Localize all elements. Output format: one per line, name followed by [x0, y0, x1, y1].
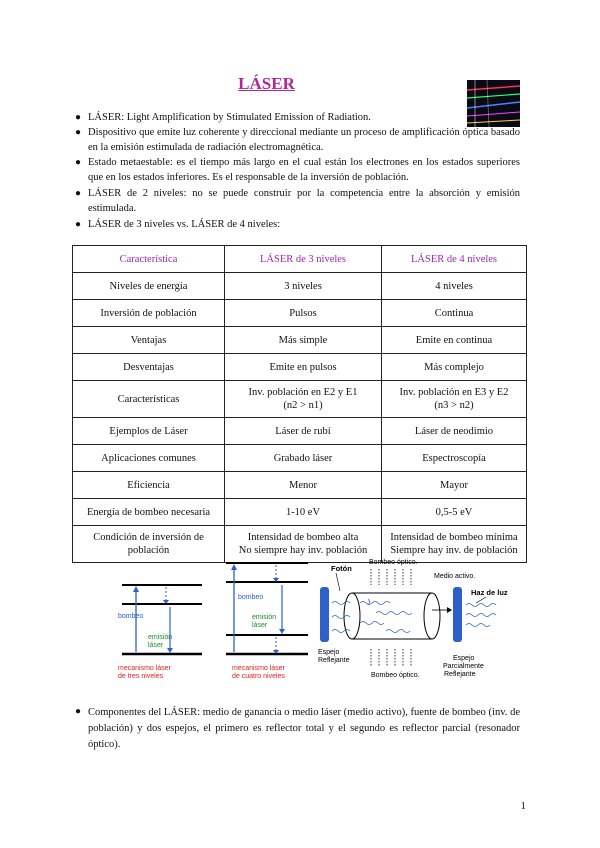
table-row [73, 273, 527, 300]
diagram-caption: mecanismo láser de cuatro niveles [232, 665, 285, 680]
right-mirror-label: Espejo Parcialmente Reflejante [443, 655, 484, 678]
active-medium-cylinder [352, 593, 432, 639]
table-row [73, 499, 527, 526]
pump-arrows-top [371, 569, 411, 585]
photon-label: Fotón [331, 564, 352, 573]
three-level-diagram [112, 560, 212, 695]
table-cell: Desventajas [73, 354, 225, 381]
pump-label: bombeo [118, 613, 144, 620]
bullet-dot-icon: ● [75, 112, 82, 123]
table-row [73, 327, 527, 354]
resonator-diagram [316, 555, 521, 695]
table-row [73, 472, 527, 499]
table-cell: Menor [225, 472, 382, 499]
table-cell: Características [73, 381, 225, 418]
four-level-diagram [218, 553, 318, 690]
page-number: 1 [520, 800, 526, 812]
table-cell: Ventajas [73, 327, 225, 354]
table-cell: Láser de neodimio [382, 418, 527, 445]
table-cell: 3 niveles [225, 273, 382, 300]
bullet-2: ● Dispositivo que emite luz coherente y direccional mediante un proceso de amplificación óptica basado en la emisión estimulada de radiación electromagnética. [75, 127, 520, 153]
table-header-cell: Característica [73, 246, 225, 273]
table-cell: 4 niveles [382, 273, 527, 300]
table-cell: Continua [382, 300, 527, 327]
bullet-dot-icon: ● [75, 157, 82, 168]
bullet-5: ● LÁSER de 3 niveles vs. LÁSER de 4 niveles: [88, 218, 520, 233]
table-cell: Más complejo [382, 354, 527, 381]
table-cell: Inv. población en E3 y E2 (n3 > n2) [382, 381, 527, 418]
bullet-dot-icon: ● [75, 219, 82, 230]
table-row [73, 354, 527, 381]
table-cell: Espectroscopía [382, 445, 527, 472]
pump-top-label: Bombeo óptico. [369, 559, 418, 566]
pump-arrows-bottom [371, 649, 411, 667]
active-medium-label: Medio activo. [434, 573, 476, 580]
table-cell: Emite en pulsos [225, 354, 382, 381]
table-cell: Pulsos [225, 300, 382, 327]
table-cell: Intensidad de bombeo alta No siempre hay inv. población [225, 526, 382, 563]
comparison-table [72, 245, 527, 563]
table-row [73, 418, 527, 445]
bullet-3: ● Estado metaestable: es el tiempo más largo en el cual están los electrones en los estados superiores que en los estados inferiores. Es el responsable de la inversión de población. [75, 157, 520, 183]
table-cell: Eficiencia [73, 472, 225, 499]
table-cell: Condición de inversión de población [73, 526, 225, 563]
table-row [73, 381, 527, 418]
pump-bottom-label: Bombeo óptico. [371, 672, 420, 679]
table-cell: Más simple [225, 327, 382, 354]
diagram-caption: mecanismo láser de tres niveles [118, 665, 171, 680]
table-cell: Inv. población en E2 y E1 (n2 > n1) [225, 381, 382, 418]
left-mirror-label: Espejo Reflejante [318, 649, 350, 664]
table-header-cell: LÁSER de 3 niveles [225, 246, 382, 273]
table-header-cell: LÁSER de 4 niveles [382, 246, 527, 273]
table-row [73, 300, 527, 327]
table-row [73, 445, 527, 472]
table-header-row [73, 246, 527, 273]
emission-label: emisión láser [252, 614, 277, 629]
bullet-dot-icon: ● [75, 127, 82, 138]
table-cell: Niveles de energía [73, 273, 225, 300]
table-cell: 0,5-5 eV [382, 499, 527, 526]
table-cell: Mayor [382, 472, 527, 499]
table-cell: Emite en continua [382, 327, 527, 354]
bullet-dot-icon: ● [75, 706, 82, 717]
table-cell: Grabado láser [225, 445, 382, 472]
bullet-4: ● LÁSER de 2 niveles: no se puede construir por la competencia entre la absorción y emisión estimulada. [75, 188, 520, 214]
emission-label: emisión láser [148, 634, 173, 649]
pump-label: bombeo [238, 594, 264, 601]
table-cell: Intensidad de bombeo mínima Siempre hay inv. de población [382, 526, 527, 563]
reflective-mirror [320, 587, 329, 642]
table-cell: Inversión de población [73, 300, 225, 327]
table-cell: 1-10 eV [225, 499, 382, 526]
bullet-1: ● LÁSER: Light Amplification by Stimulated Emission of Radiation. [88, 111, 520, 126]
partial-mirror [453, 587, 462, 642]
bullet-dot-icon: ● [75, 188, 82, 199]
beam-label: Haz de luz [471, 588, 508, 597]
page-title: LÁSER [238, 74, 295, 93]
table-cell: Energía de bombeo necesaria [73, 499, 225, 526]
table-cell: Aplicaciones comunes [73, 445, 225, 472]
table-cell: Láser de rubí [225, 418, 382, 445]
table-cell: Ejemplos de Láser [73, 418, 225, 445]
bullet-components: ● Componentes del LÁSER: medio de ganancia o medio láser (medio activo), fuente de bombeo (inv. de población) y dos espejos, el primero es reflector total y el segundo es reflector parcial (resonador óptico). [75, 706, 520, 750]
